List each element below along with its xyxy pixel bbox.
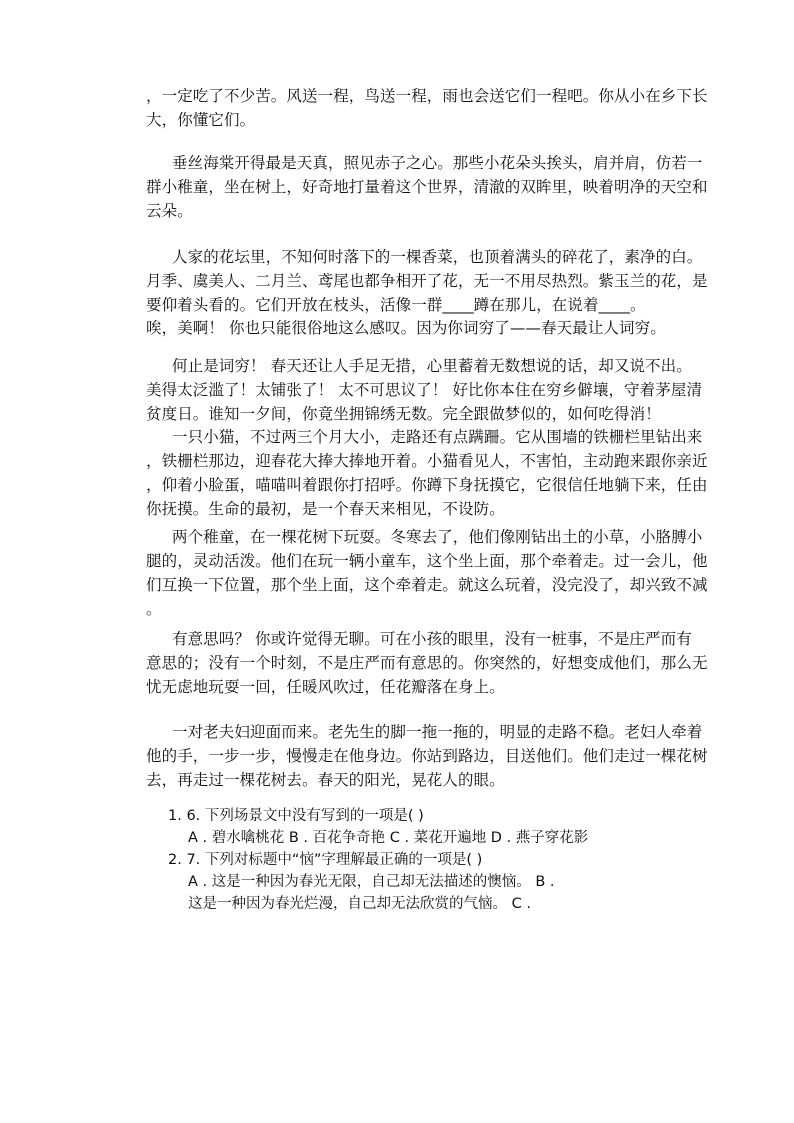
text-line: 贫度日。谁知一夕间，你竟坐拥锦绣无数。完全跟做梦似的，如何吃得消！	[146, 405, 661, 423]
text-line: 垂丝海棠开得最是天真，照见赤子之心。那些小花朵头挨头，肩并肩，仿若一	[172, 154, 703, 172]
text-line: 两个稚童，在一棵花树下玩耍。冬寒去了，他们像刚钻出土的小草，小胳膊小	[172, 528, 703, 546]
question-7: 2. 7. 下列对标题中“恼”字理解最正确的一项是( )	[168, 852, 483, 868]
paragraph-6	[146, 425, 706, 521]
paragraph-9	[146, 720, 706, 792]
text-line: 要仰着头看的。它们开放在枝头，活像一群____蹲在那儿，在说着____。	[146, 296, 646, 314]
question-6: 1. 6. 下列场景文中没有写到的一项是( )	[168, 808, 424, 824]
paragraph-2	[146, 151, 706, 223]
text-line: 人家的花坛里，不知何时落下的一棵香菜，也顶着满头的碎花了，素净的白。	[172, 248, 703, 266]
text-line: 一对老夫妇迎面而来。老先生的脚一拖一拖的，明显的走路不稳。老妇人牵着	[172, 723, 703, 741]
text-line: 何止是词穷！ 春天还让人手足无措，心里蓄着无数想说的话，却又说不出。	[172, 357, 692, 375]
text-line: 去，再走过一棵花树去。春天的阳光，晃花人的眼。	[146, 771, 505, 789]
text-line: 。	[146, 600, 162, 618]
text-line: 群小稚童，坐在树上，好奇地打量着这个世界，清澈的双眸里，映着明净的天空和	[146, 178, 708, 196]
text-line: 美得太泛滥了！太铺张了！ 太不可思议了！ 好比你本住在穷乡僻壤，守着茅屋清	[146, 381, 703, 399]
text-line: 有意思吗？ 你或许觉得无聊。可在小孩的眼里，没有一桩事，不是庄严而有	[172, 630, 692, 648]
text-line: 们互换一下位置，那个坐上面，这个牵着走。就这么玩着，没完没了，却兴致不减	[146, 576, 708, 594]
question-6-options: A . 碧水噙桃花 B . 百花争奇艳 C . 菜花开遍地 D . 燕子穿花影	[188, 830, 589, 846]
paragraph-1	[146, 84, 706, 132]
text-line: 月季、虞美人、二月兰、鸢尾也都争相开了花，无一不用尽热烈。紫玉兰的花，是	[146, 272, 708, 290]
text-line: 唉，美啊！ 你也只能很俗地这么感叹。因为你词穷了——春天最让人词穷。	[146, 319, 666, 337]
text-line: 你抚摸。生命的最初，是一个春天来相见，不设防。	[146, 500, 505, 518]
text-line: 腿的，灵动活泼。他们在玩一辆小童车，这个坐上面，那个牵着走。过一会儿，他	[146, 552, 708, 570]
text-line: 大，你懂它们。	[146, 111, 256, 129]
text-line: ，仰着小脸蛋，喵喵叫着跟你打招呼。你蹲下身抚摸它，它很信任地躺下来，任由	[146, 476, 708, 494]
text-line: 忧无虑地玩耍一回，任暖风吹过，任花瓣落在身上。	[146, 678, 505, 696]
paragraph-3	[146, 245, 706, 317]
text-line: ，铁栅栏那边，迎春花大捧大捧地开着。小猫看见人，不害怕，主动跑来跟你亲近	[146, 452, 708, 470]
question-7-options: A . 这是一种因为春光无限，自己却无法描述的懊恼。 B .	[188, 874, 555, 890]
text-line: 意思的；没有一个时刻，不是庄严而有意思的。你突然的，好想变成他们，那么无	[146, 654, 708, 672]
text-line: 云朵。	[146, 202, 193, 220]
paragraph-7	[146, 525, 706, 621]
text-line: 他的手，一步一步，慢慢走在他身边。你站到路边，目送他们。他们走过一棵花树	[146, 747, 708, 765]
paragraph-8	[146, 627, 706, 699]
paragraph-5	[146, 354, 706, 426]
paragraph-4	[146, 316, 706, 340]
question-7-options: 这是一种因为春光烂漫，自己却无法欣赏的气恼。 C .	[188, 896, 531, 912]
text-line: 一只小猫，不过两三个月大小，走路还有点蹒跚。它从围墙的铁栅栏里钻出来	[172, 428, 703, 446]
question-list	[168, 805, 708, 915]
text-line: ，一定吃了不少苦。风送一程，鸟送一程，雨也会送它们一程吧。你从小在乡下长	[146, 87, 708, 105]
